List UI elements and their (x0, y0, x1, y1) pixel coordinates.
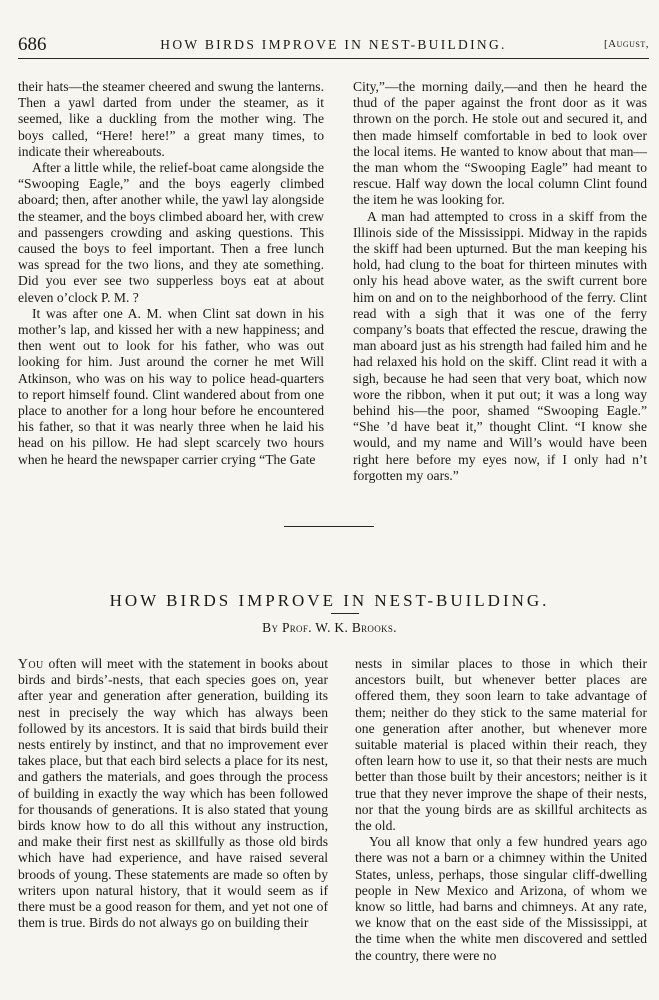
issue-month: [August, (603, 38, 649, 50)
story-column-left (18, 79, 324, 468)
paragraph: their hats—the steamer cheered and swung the lanterns. Then a yawl darted from under the steamer, as it seemed, like a duckling from the mother wing. The boys called, “Here! here!” a great many times, to indicate their whereabouts. (18, 79, 324, 159)
paragraph: It was after one A. M. when Clint sat down in his mother’s lap, and kissed her with a new happiness; and then went out to look for his father, who was out looking for him. Just around the corner he met Will Atkinson, who was on his way to police head-quarters to report himself found. Clint wandered about from one place to another for a long hour before he encountered his father, so that it was nearly three when he laid his head on his pillow. He had slept scarcely two hours when he heard the newspaper carrier crying “The Gate (18, 305, 324, 467)
paragraph-text: often will meet with the statement in books about birds and birds’-nests, that each species goes on, year after year and generation after generation, building its nest in precisely the way which has always been followed by its ancestors. It is said that birds build their nests entirely by instinct, and that no improvement ever takes place, but that each bird selects a place for its nest, and gathers the materials, and goes through the process of building in exactly the way which has been followed for thousands of generations. It is also stated that young birds know how to do all this without any instruction, and make their first nest as skillfully as those old birds which have had experience, and have raised several broods of young. These statements are made so often by writers upon natural history, that it would seem as if there must be a good reason for them, and yet not one of them is true. Birds do not always go on building their (18, 656, 328, 931)
article-column-right (355, 656, 647, 964)
page-header (18, 34, 649, 59)
story-column-right (353, 79, 647, 484)
paragraph: nests in similar places to those in which their ancestors built, but whenever better places are offered them, they soon learn to take advantage of them; neither do they stick to the same material for one generation after another, but whenever more suitable material is placed within their reach, they often learn how to use it, so that their nests are much better than those built by their ancestors; neither is it true that they never improve the shape of their nests, nor that the young birds are as skillful architects as the old. (355, 656, 647, 834)
author-byline: By Prof. W. K. Brooks. (262, 620, 397, 635)
article-title: HOW BIRDS IMPROVE IN NEST-BUILDING. (109, 591, 550, 610)
paragraph: A man had attempted to cross in a skiff from the Illinois side of the Mississippi. Midway in the rapids the skiff had been upturned. But the man keeping his hold, had clung to the boat for thirteen minutes with only his head above water, as the swift current bore him on and on to the neighborhood of the ferry. Clint read with a sigh that it was one of the ferry company’s boats that effected the rescue, drawing the man aboard just as his strength had failed him and he had relaxed his hold on the skiff. Clint read it with a sigh, because he had seen that very boat, which now wore the ribbon, when it put out; it was a long way behind his—the poor, shamed “Swooping Eagle.” “She ’d have beat it,” thought Clint. “I know she would, and my name and Will’s would have been right here before my eyes now, if I only had n’t forgotten my oars.” (353, 208, 647, 483)
paragraph: City,”—the morning daily,—and then he heard the thud of the paper against the front door as it was thrown on the porch. He stole out and secured it, and then made himself comfortable in bed to look over the local items. He wanted to know about that man—the man whom the “Swooping Eagle” had meant to rescue. Half way down the local column Clint found the item he was looking for. (353, 79, 647, 208)
section-divider (284, 526, 374, 527)
title-underline (331, 613, 359, 614)
page-number: 686 (18, 34, 47, 55)
opening-word: You (18, 656, 44, 671)
paragraph: You all know that only a few hundred years ago there was not a barn or a chimney within the United States, unless, perhaps, those singular cliff-dwelling people in New Mexico and Arizona, of whom we know so little, had barns and chimneys. At any rate, we know that on the east side of the Mississippi, at the time when the white men discovered and settled the country, there were no (355, 834, 647, 963)
article-column-left (18, 656, 328, 931)
paragraph: After a little while, the relief-boat came alongside the “Swooping Eagle,” and the boys eagerly climbed aboard; then, after another while, the yawl lay alongside the steamer, and the boys climbed aboard her, with crew and passengers crowding and asking questions. This caused the boys to feel important. Then a free lunch was spread for the two lions, and they ate something. Did you ever see two supperless boys eat at about eleven o’clock P. M. ? (18, 160, 324, 305)
running-title: HOW BIRDS IMPROVE IN NEST-BUILDING. (160, 37, 507, 52)
paragraph (18, 656, 328, 931)
